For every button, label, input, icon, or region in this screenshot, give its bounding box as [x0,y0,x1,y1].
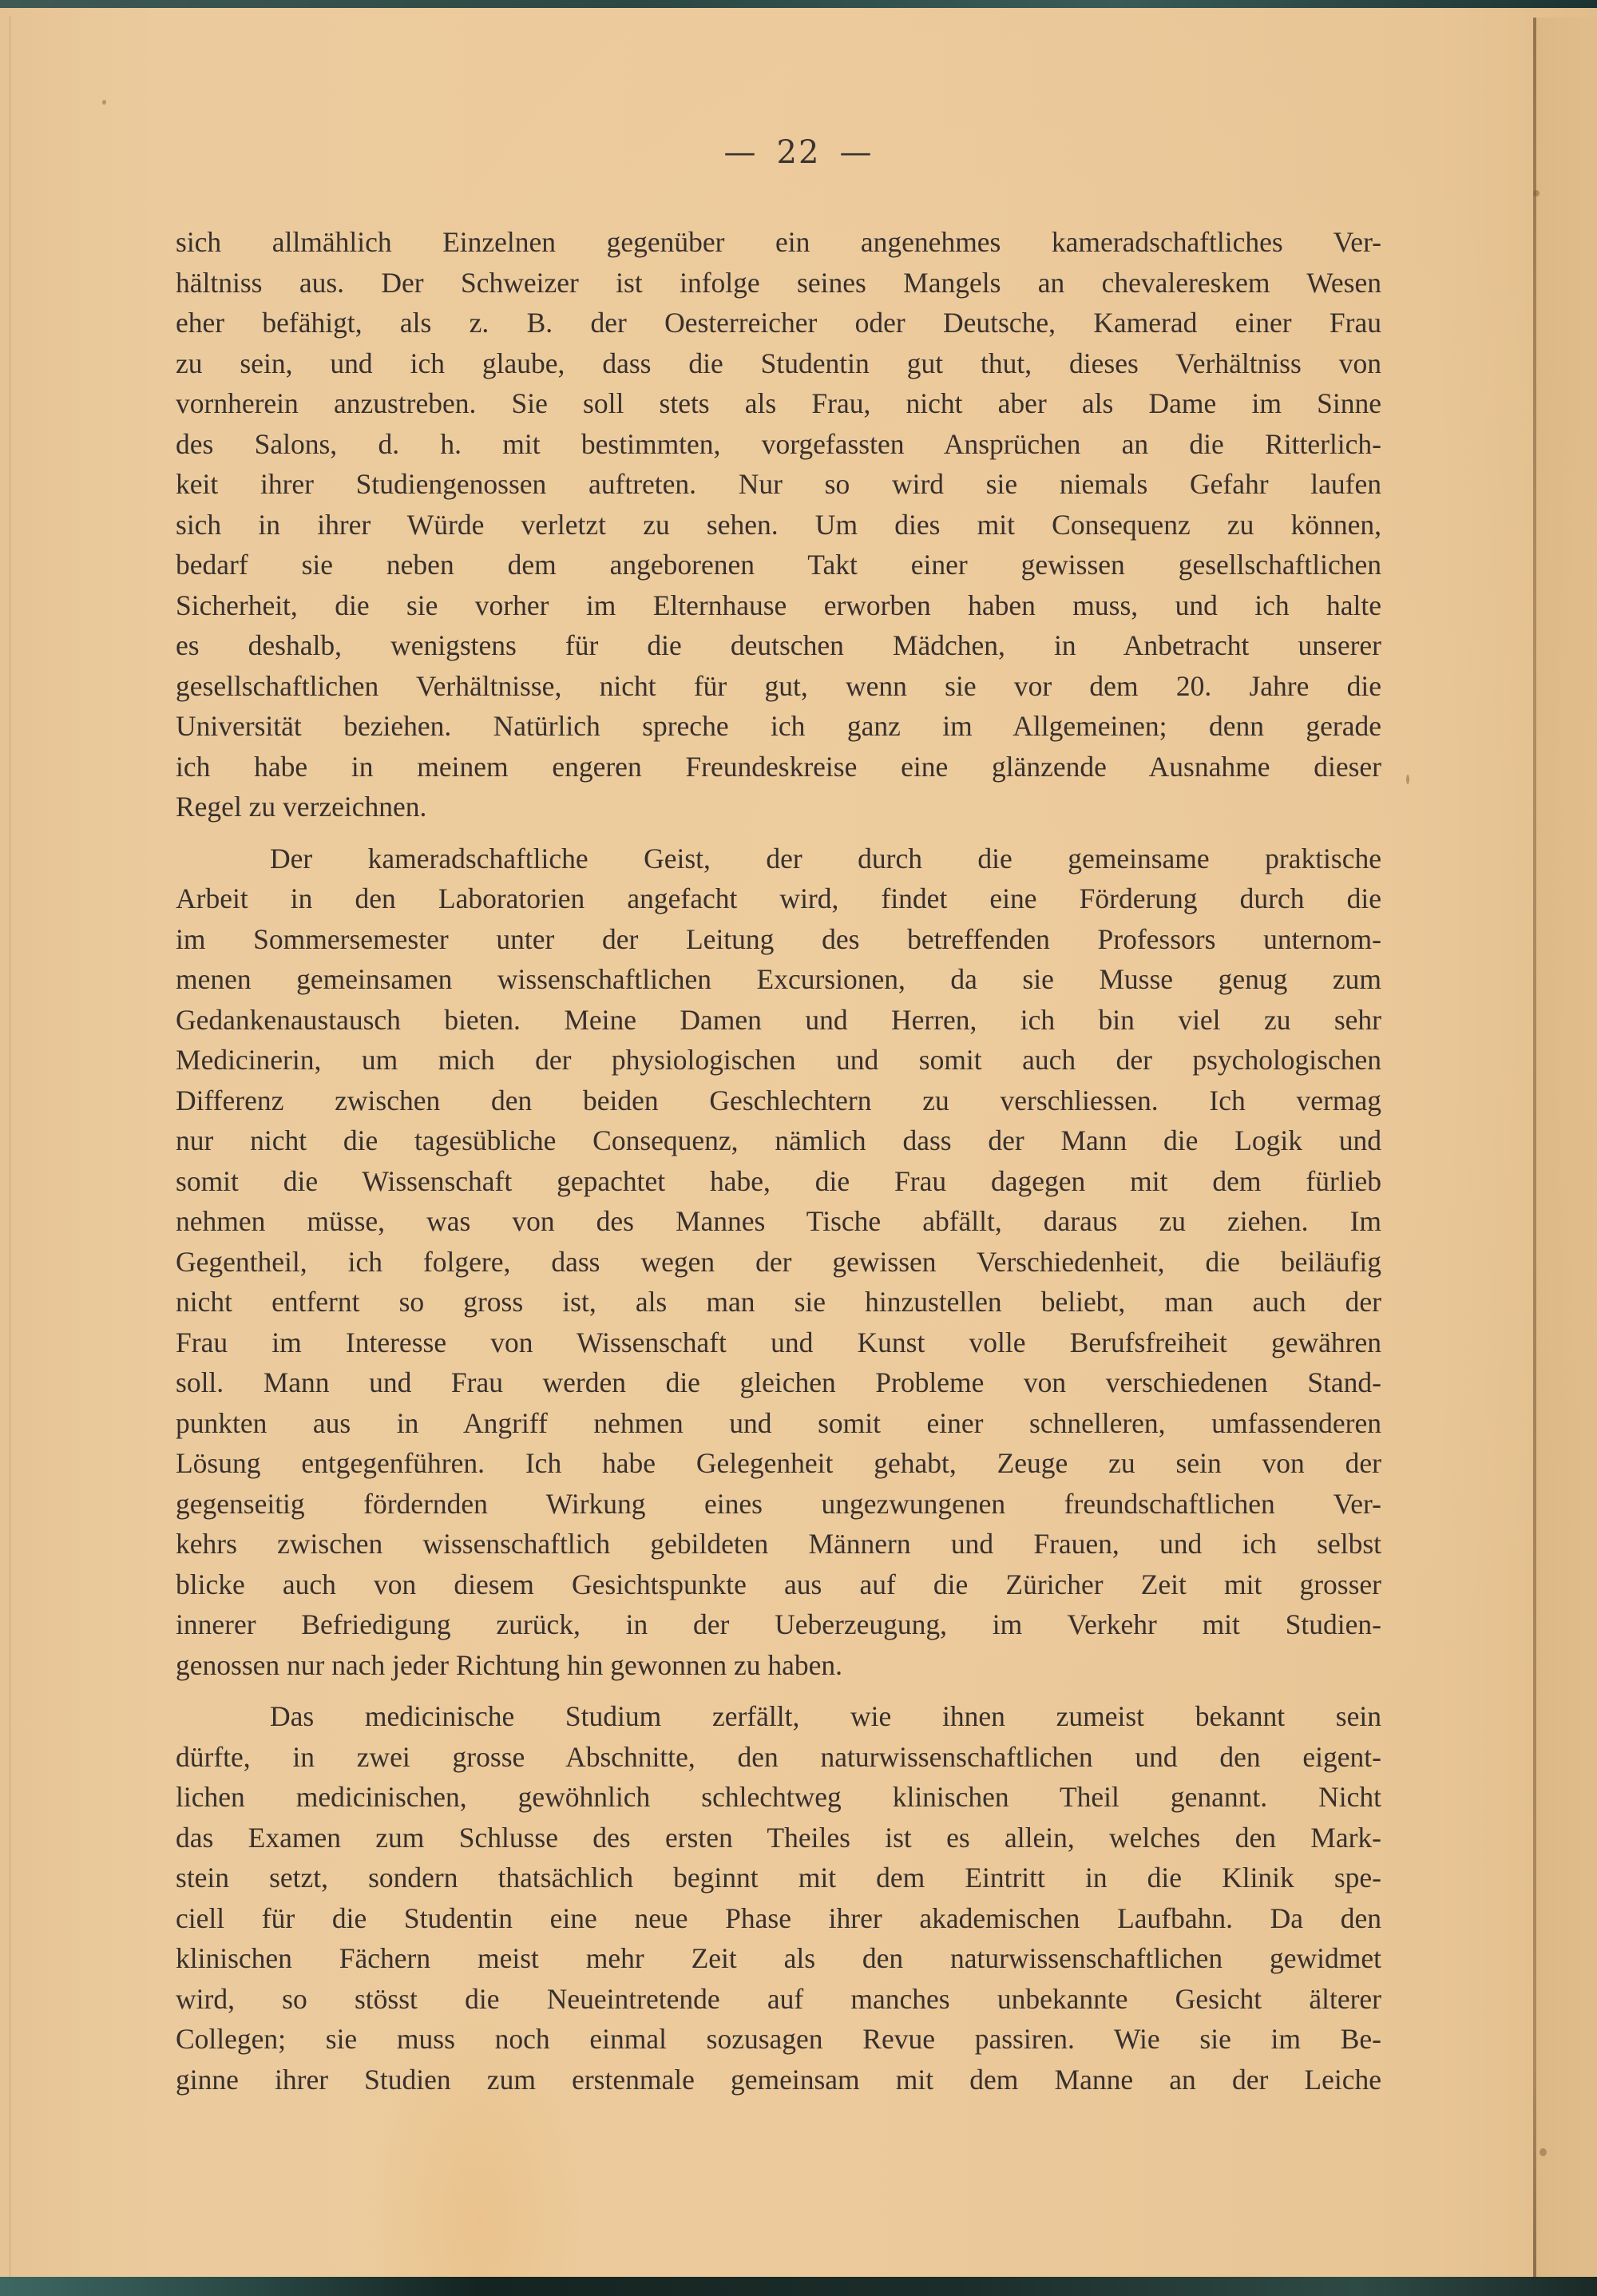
page-number [0,134,1597,171]
text-line: ciell für die Studentin eine neue Phase ihrer akademischen Laufbahn. Da den [176,1901,1381,1934]
text-line: Differenz zwischen den beiden Geschlechtern zu verschliessen. Ich vermag [176,1084,1381,1116]
page-number-dash-left: — [723,134,758,171]
text-line: Das medicinische Studium zerfällt, wie ihnen zumeist bekannt sein [270,1700,1381,1732]
text-line: Regel zu verzeichnen. [176,791,427,823]
text-line: punkten aus in Angriff nehmen und somit einer schnelleren, umfassenderen [176,1406,1381,1439]
text-line: das Examen zum Schlusse des ersten Theiles ist es allein, welches den Mark- [176,1821,1381,1854]
page-number-value: 22 [776,134,821,171]
text-line: soll. Mann und Frau werden die gleichen Probleme von verschiedenen Stand- [176,1366,1381,1398]
paper-stain [1533,190,1540,196]
paragraph-gap [176,1685,1381,1696]
text-line: Der kameradschaftliche Geist, der durch die gemeinsame praktische [270,842,1381,874]
text-line: Lösung entgegenführen. Ich habe Gelegenheit gehabt, Zeuge zu sein von der [176,1447,1381,1479]
text-line: zu sein, und ich glaube, dass die Studentin gut thut, dieses Verhältniss von [176,347,1381,379]
text-line: bedarf sie neben dem angeborenen Takt einer gewissen gesellschaftlichen [176,549,1381,581]
text-line: blicke auch von diesem Gesichtspunkte aus auf die Züricher Zeit mit grosser [176,1568,1381,1600]
body-text [176,222,1381,2100]
text-line: innerer Befriedigung zurück, in der Ueberzeugung, im Verkehr mit Studien- [176,1608,1381,1640]
text-line: Gedankenaustausch bieten. Meine Damen und Herren, ich bin viel zu sehr [176,1003,1381,1036]
text-line: lichen medicinischen, gewöhnlich schlechtweg klinischen Theil genannt. Nicht [176,1781,1381,1813]
text-line: kehrs zwischen wissenschaftlich gebildeten Männern und Frauen, und ich selbst [176,1528,1381,1560]
paragraph-gap [176,827,1381,839]
text-line: keit ihrer Studiengenossen auftreten. Nur so wird sie niemals Gefahr laufen [176,468,1381,500]
text-line: Collegen; sie muss noch einmal sozusagen Revue passiren. Wie sie im Be- [176,2023,1381,2055]
book-cover-bottom-edge [0,2277,1597,2296]
text-line: nur nicht die tagesübliche Consequenz, nämlich dass der Mann die Logik und [176,1124,1381,1156]
text-line: im Sommersemester unter der Leitung des betreffenden Professors unternom- [176,922,1381,955]
text-line: vornherein anzustreben. Sie soll stets als Frau, nicht aber als Dame im Sinne [176,387,1381,419]
text-line: stein setzt, sondern thatsächlich beginnt mit dem Eintritt in die Klinik spe- [176,1862,1381,1894]
text-line: Arbeit in den Laboratorien angefacht wird, findet eine Förderung durch die [176,882,1381,914]
text-line: es deshalb, wenigstens für die deutschen Mädchen, in Anbetracht unserer [176,629,1381,661]
text-line: wird, so stösst die Neueintretende auf manches unbekannte Gesicht älterer [176,1982,1381,2015]
text-line: Medicinerin, um mich der physiologischen und somit auch der psychologischen [176,1044,1381,1076]
book-page [0,8,1597,2286]
text-line: klinischen Fächern meist mehr Zeit als den naturwissenschaftlichen gewidmet [176,1942,1381,1974]
text-line: ich habe in meinem engeren Freundeskreise eine glänzende Ausnahme dieser [176,750,1381,783]
text-line: des Salons, d. h. mit bestimmten, vorgefassten Ansprüchen an die Ritterlich- [176,427,1381,460]
text-line: Sicherheit, die sie vorher im Elternhause erworben haben muss, und ich halte [176,589,1381,621]
text-line: sich in ihrer Würde verletzt zu sehen. Um dies mit Consequenz zu können, [176,508,1381,541]
text-line: Frau im Interesse von Wissenschaft und Kunst volle Berufsfreiheit gewähren [176,1326,1381,1358]
text-line: menen gemeinsamen wissenschaftlichen Excursionen, da sie Musse genug zum [176,963,1381,995]
paragraph-2 [176,839,1381,1686]
text-line: gesellschaftlichen Verhältnisse, nicht für gut, wenn sie vor dem 20. Jahre die [176,669,1381,702]
paragraph-1 [176,222,1381,827]
page-number-dash-right: — [839,134,874,171]
paper-stain [1406,775,1409,784]
text-line: dürfte, in zwei grosse Abschnitte, den naturwissenschaftlichen und den eigent- [176,1740,1381,1773]
text-line: nicht entfernt so gross ist, als man sie hinzustellen beliebt, man auch der [176,1286,1381,1318]
paper-stain [102,100,106,105]
text-line: somit die Wissenschaft gepachtet habe, die Frau dagegen mit dem fürlieb [176,1164,1381,1197]
text-line: eher befähigt, als z. B. der Oesterreicher oder Deutsche, Kamerad einer Frau [176,307,1381,339]
paragraph-3 [176,1696,1381,2100]
paper-stain [1540,2148,1547,2156]
text-line: Gegentheil, ich folgere, dass wegen der gewissen Verschiedenheit, die beiläufig [176,1245,1381,1278]
text-line: nehmen müsse, was von des Mannes Tische abfällt, daraus zu ziehen. Im [176,1205,1381,1237]
text-line: hältniss aus. Der Schweizer ist infolge seines Mangels an chevalereskem Wesen [176,266,1381,299]
text-line: ginne ihrer Studien zum erstenmale gemeinsam mit dem Manne an der Leiche [176,2063,1381,2096]
text-line: sich allmählich Einzelnen gegenüber ein angenehmes kameradschaftliches Ver- [176,226,1381,258]
text-line: gegenseitig fördernden Wirkung eines ungezwungenen freundschaftlichen Ver- [176,1487,1381,1520]
text-line: genossen nur nach jeder Richtung hin gewonnen zu haben. [176,1648,842,1681]
text-line: Universität beziehen. Natürlich spreche ich ganz im Allgemeinen; denn gerade [176,710,1381,742]
page-fold-shadow [1536,18,1597,2290]
